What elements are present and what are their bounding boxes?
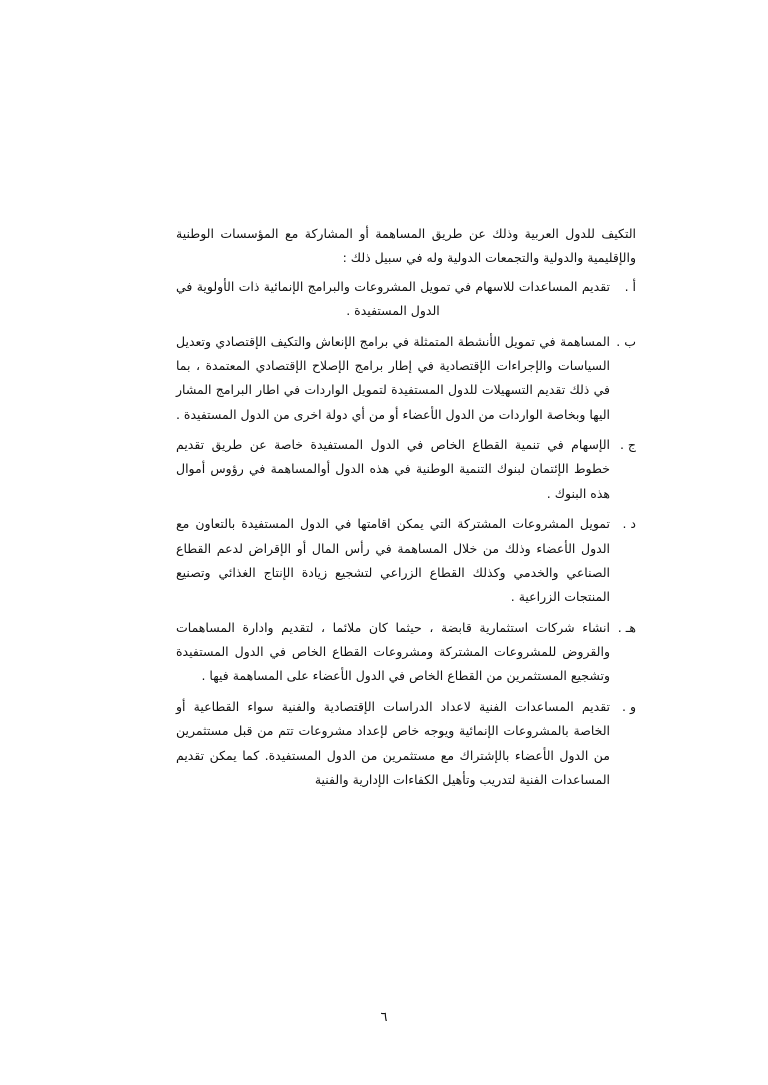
list-item — [176, 616, 636, 689]
list-item-text: المساهمة في تمويل الأنشطة المتمثلة في برامج الإنعاش والتكيف الإقتصادي وتعديل السياسات والإجراءات الإقتصادية في إطار برامج الإصلاح الإقتصادي المعتمدة ، بما في ذلك تقديم التسهيلات للدول المستفيدة لتمويل الواردات في اطار البرامج المشار اليها وبخاصة الواردات من الدول الأعضاء أو من أي دولة اخرى من الدول المستفيدة . — [175, 333, 610, 422]
list-item — [176, 275, 636, 324]
page-number: ٦ — [380, 1010, 388, 1025]
document-body — [176, 222, 636, 798]
list-item — [176, 512, 636, 610]
list-item-marker: و . — [622, 698, 636, 714]
list-item-text: تمويل المشروعات المشتركة التي يمكن اقامتها في الدول المستفيدة بالتعاون مع الدول الأعضاء وذلك من خلال المساهمة في رأس المال أو الإقراض لدعم القطاع الصناعي والخدمي وكذلك القطاع الزراعي لتشجيع زيادة الإنتاج الغذائي وتصنيع المنتجات الزراعية . — [176, 516, 610, 605]
list-item-marker: ج . — [619, 437, 636, 452]
list-item-marker: ب . — [616, 333, 636, 349]
list-item-text: تقديم المساعدات للاسهام في تمويل المشروعات والبرامج الإنمائية ذات الأولوية في الدول المستفيدة . — [176, 278, 610, 319]
list-item-text: تقديم المساعدات الفنية لاعداد الدراسات الإقتصادية والفنية سواء القطاعية أو الخاصة بالمشروعات الإنمائية ويوجه خاص لإعداد مشروعات تتم من قبل مستثمرين من الدول الأعضاء بالإشتراك مع مستثمرين من الدول المستفيدة. كما يمكن تقديم المساعدات الفنية لتدريب وتأهيل الكفاءات الإدارية والفنية — [176, 698, 610, 787]
list-item-text: انشاء شركات استثمارية قابضة ، حيثما كان ملائما ، لتقديم وادارة المساهمات والقروض للمشروعات المشتركة ومشروعات القطاع الخاص في الدول المستفيدة وتشجيع المستثمرين من القطاع الخاص في الدول الأعضاء على المساهمة فيها . — [176, 619, 610, 684]
list-item-marker: هـ . — [617, 619, 636, 635]
list-item-marker: أ . — [624, 278, 636, 294]
list-item — [176, 433, 636, 506]
list-item-marker: د . — [622, 516, 636, 532]
list-item-text: الإسهام في تنمية القطاع الخاص في الدول المستفيدة خاصة عن طريق تقديم خطوط الإئتمان لبنوك التنمية الوطنية في هذه الدول أوالمساهمة في رؤوس أموال هذه البنوك . — [176, 437, 610, 501]
list-item — [176, 330, 636, 428]
lead-paragraph: التكيف للدول العربية وذلك عن طريق المساهمة أو المشاركة مع المؤسسات الوطنية والإقليمية والدولية والتجمعات الدولية وله في سبيل ذلك : — [176, 226, 636, 266]
list-item — [176, 695, 636, 793]
